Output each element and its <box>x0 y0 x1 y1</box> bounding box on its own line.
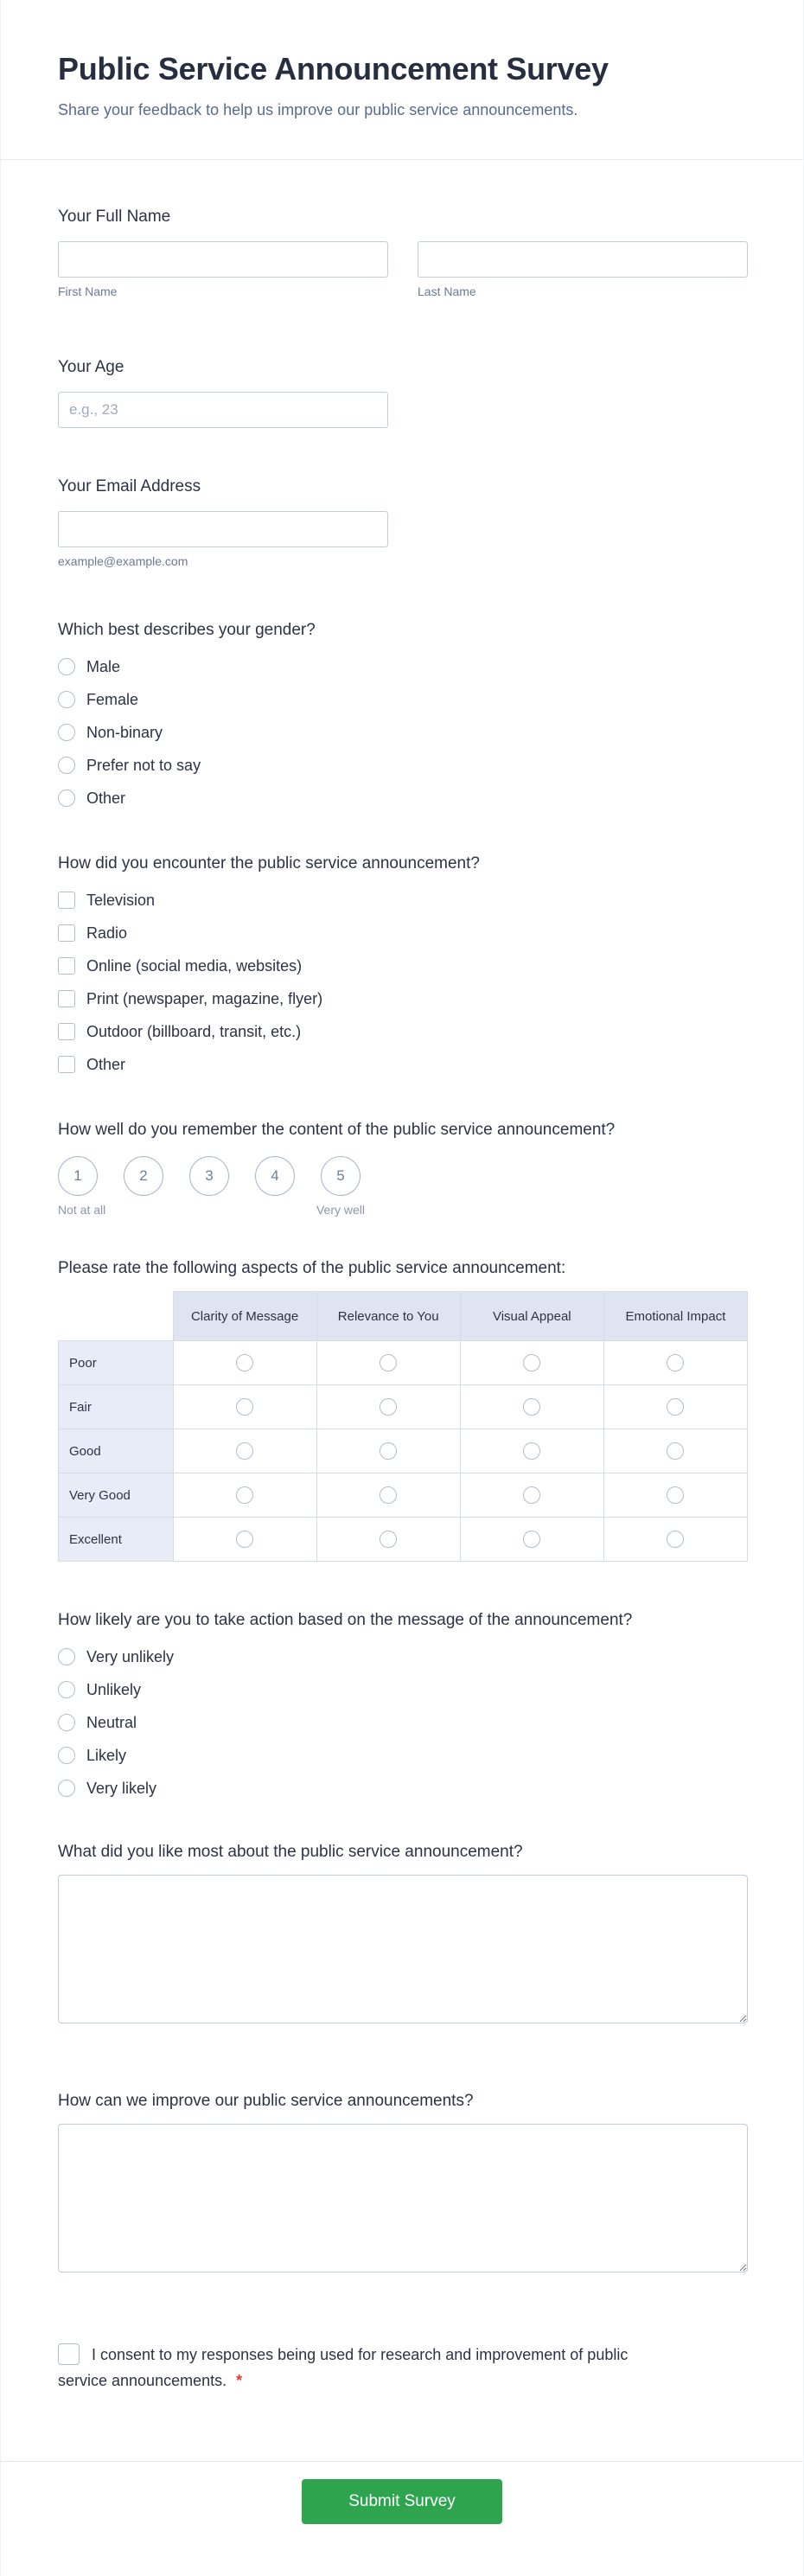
matrix-cell[interactable] <box>316 1429 460 1473</box>
first-name-sublabel: First Name <box>58 284 118 299</box>
email-label: Your Email Address <box>58 477 201 496</box>
matrix-cell[interactable] <box>460 1429 603 1473</box>
radio-icon[interactable] <box>236 1442 253 1460</box>
radio-icon[interactable] <box>58 1714 75 1731</box>
matrix-row-header: Good <box>59 1429 174 1473</box>
radio-icon[interactable] <box>523 1398 540 1416</box>
matrix-row-header: Very Good <box>59 1473 174 1518</box>
matrix-col-header: Visual Appeal <box>460 1292 603 1341</box>
consent-field[interactable] <box>58 2342 663 2394</box>
consent-checkbox[interactable] <box>58 2343 80 2365</box>
matrix-cell[interactable] <box>316 1473 460 1518</box>
radio-icon[interactable] <box>380 1486 397 1504</box>
email-input[interactable] <box>58 511 388 547</box>
scale-option-5[interactable]: 5 <box>321 1156 361 1196</box>
radio-icon[interactable] <box>523 1531 540 1548</box>
radio-icon[interactable] <box>523 1354 540 1371</box>
matrix-label: Please rate the following aspects of the public service announcement: <box>58 1259 566 1278</box>
encounter-option-other[interactable]: Other <box>58 1056 746 1073</box>
scale-option-1[interactable]: 1 <box>58 1156 98 1196</box>
encounter-option-online[interactable]: Online (social media, websites) <box>58 957 746 975</box>
page-title: Public Service Announcement Survey <box>58 51 609 86</box>
radio-icon[interactable] <box>236 1531 253 1548</box>
matrix-row-poor <box>59 1341 748 1385</box>
improve-label: How can we improve our public service announcements? <box>58 2092 474 2111</box>
question-gender <box>58 620 746 807</box>
last-name-sublabel: Last Name <box>418 284 476 299</box>
checkbox-icon[interactable] <box>58 957 75 975</box>
matrix-cell[interactable] <box>460 1341 603 1385</box>
matrix-cell[interactable] <box>173 1429 316 1473</box>
submit-button[interactable]: Submit Survey <box>302 2479 502 2524</box>
scale-max-label: Very well <box>316 1203 366 1218</box>
action-option-neutral[interactable]: Neutral <box>58 1714 746 1731</box>
radio-icon[interactable] <box>667 1442 684 1460</box>
radio-icon[interactable] <box>667 1354 684 1371</box>
radio-icon[interactable] <box>667 1531 684 1548</box>
scale-min-label: Not at all <box>58 1203 106 1218</box>
radio-icon[interactable] <box>58 1747 75 1764</box>
form-body <box>1 207 803 2394</box>
liked-most-textarea[interactable] <box>58 1875 748 2023</box>
radio-icon[interactable] <box>523 1442 540 1460</box>
question-improve <box>58 2091 746 2272</box>
scale-option-3[interactable]: 3 <box>189 1156 229 1196</box>
matrix-row-excellent <box>59 1518 748 1562</box>
matrix-col-header: Relevance to You <box>316 1292 460 1341</box>
scale-end-labels <box>58 1203 746 1217</box>
checkbox-icon[interactable] <box>58 1023 75 1040</box>
last-name-input[interactable] <box>418 241 748 278</box>
matrix-row-very-good <box>59 1473 748 1518</box>
matrix-row-fair <box>59 1385 748 1429</box>
gender-option-prefer-not-to-say[interactable]: Prefer not to say <box>58 757 746 774</box>
checkbox-icon[interactable] <box>58 924 75 942</box>
improve-textarea[interactable] <box>58 2124 748 2272</box>
matrix-row-header: Fair <box>59 1385 174 1429</box>
matrix-cell[interactable] <box>603 1341 747 1385</box>
last-name-col <box>418 241 748 298</box>
matrix-header-row <box>59 1292 748 1341</box>
radio-icon[interactable] <box>236 1354 253 1371</box>
gender-option-non-binary[interactable]: Non-binary <box>58 724 746 741</box>
matrix-cell[interactable] <box>316 1341 460 1385</box>
encounter-option-television[interactable]: Television <box>58 892 746 909</box>
matrix-cell[interactable] <box>173 1385 316 1429</box>
encounter-options <box>58 892 746 1073</box>
matrix-row-good <box>59 1429 748 1473</box>
radio-icon[interactable] <box>58 691 75 708</box>
memory-scale-label: How well do you remember the content of the public service announcement? <box>58 1121 616 1140</box>
question-full-name <box>58 207 746 298</box>
gender-option-male[interactable]: Male <box>58 658 746 675</box>
matrix-col-header: Clarity of Message <box>173 1292 316 1341</box>
consent-label: I consent to my responses being used for research and improvement of public service announcements. <box>58 2346 629 2390</box>
radio-icon[interactable] <box>380 1531 397 1548</box>
radio-icon[interactable] <box>667 1398 684 1416</box>
action-option-very-unlikely[interactable]: Very unlikely <box>58 1648 746 1665</box>
encounter-option-print[interactable]: Print (newspaper, magazine, flyer) <box>58 990 746 1007</box>
action-option-unlikely[interactable]: Unlikely <box>58 1681 746 1698</box>
form-footer <box>1 2461 803 2576</box>
radio-icon[interactable] <box>236 1398 253 1416</box>
encounter-label: How did you encounter the public service announcement? <box>58 854 480 873</box>
gender-option-female[interactable]: Female <box>58 691 746 708</box>
scale-option-4[interactable]: 4 <box>255 1156 295 1196</box>
action-option-very-likely[interactable]: Very likely <box>58 1780 746 1797</box>
question-matrix <box>58 1258 746 1562</box>
radio-icon[interactable] <box>58 1648 75 1665</box>
name-inputs-row <box>58 241 746 298</box>
email-sublabel: example@example.com <box>58 554 188 569</box>
matrix-row-header: Excellent <box>59 1518 174 1562</box>
scale-option-2[interactable]: 2 <box>124 1156 163 1196</box>
first-name-col <box>58 241 388 298</box>
matrix-cell[interactable] <box>173 1473 316 1518</box>
gender-option-other[interactable]: Other <box>58 789 746 807</box>
radio-icon[interactable] <box>523 1486 540 1504</box>
liked-most-label: What did you like most about the public service announcement? <box>58 1843 523 1862</box>
matrix-cell[interactable] <box>603 1518 747 1562</box>
age-label: Your Age <box>58 358 124 377</box>
radio-icon[interactable] <box>58 789 75 807</box>
checkbox-icon[interactable] <box>58 892 75 909</box>
question-email <box>58 476 746 568</box>
checkbox-icon[interactable] <box>58 990 75 1007</box>
question-memory-scale <box>58 1120 746 1217</box>
radio-icon[interactable] <box>58 658 75 675</box>
matrix-row-header: Poor <box>59 1341 174 1385</box>
rating-matrix-table <box>58 1291 748 1562</box>
action-likelihood-options <box>58 1648 746 1797</box>
encounter-option-radio[interactable]: Radio <box>58 924 746 942</box>
radio-icon[interactable] <box>58 1780 75 1797</box>
radio-icon[interactable] <box>58 724 75 741</box>
matrix-cell[interactable] <box>316 1518 460 1562</box>
matrix-cell[interactable] <box>316 1385 460 1429</box>
action-option-likely[interactable]: Likely <box>58 1747 746 1764</box>
question-liked-most <box>58 1842 746 2023</box>
matrix-cell[interactable] <box>173 1518 316 1562</box>
radio-icon[interactable] <box>236 1486 253 1504</box>
matrix-cell[interactable] <box>460 1385 603 1429</box>
checkbox-icon[interactable] <box>58 1056 75 1073</box>
matrix-cell[interactable] <box>460 1473 603 1518</box>
matrix-cell[interactable] <box>173 1341 316 1385</box>
gender-options <box>58 658 746 807</box>
question-age <box>58 357 746 428</box>
encounter-option-outdoor[interactable]: Outdoor (billboard, transit, etc.) <box>58 1023 746 1040</box>
question-encounter <box>58 853 746 1073</box>
question-action-likelihood <box>58 1610 746 1797</box>
gender-label: Which best describes your gender? <box>58 621 316 640</box>
radio-icon[interactable] <box>667 1486 684 1504</box>
age-input[interactable] <box>58 392 388 428</box>
matrix-cell[interactable] <box>460 1518 603 1562</box>
full-name-label: Your Full Name <box>58 208 171 227</box>
radio-icon[interactable] <box>380 1442 397 1460</box>
matrix-cell[interactable] <box>603 1473 747 1518</box>
form-header <box>1 0 803 160</box>
first-name-input[interactable] <box>58 241 388 278</box>
required-asterisk: * <box>236 2372 243 2390</box>
action-likelihood-label: How likely are you to take action based on the message of the announcement? <box>58 1611 633 1630</box>
matrix-col-header: Emotional Impact <box>603 1292 747 1341</box>
radio-icon[interactable] <box>380 1398 397 1416</box>
memory-scale-row <box>58 1156 746 1196</box>
radio-icon[interactable] <box>58 757 75 774</box>
matrix-corner-cell <box>59 1292 174 1341</box>
matrix-cell[interactable] <box>603 1385 747 1429</box>
radio-icon[interactable] <box>380 1354 397 1371</box>
matrix-cell[interactable] <box>603 1429 747 1473</box>
page-subtitle: Share your feedback to help us improve our public service announcements. <box>58 101 578 119</box>
radio-icon[interactable] <box>58 1681 75 1698</box>
